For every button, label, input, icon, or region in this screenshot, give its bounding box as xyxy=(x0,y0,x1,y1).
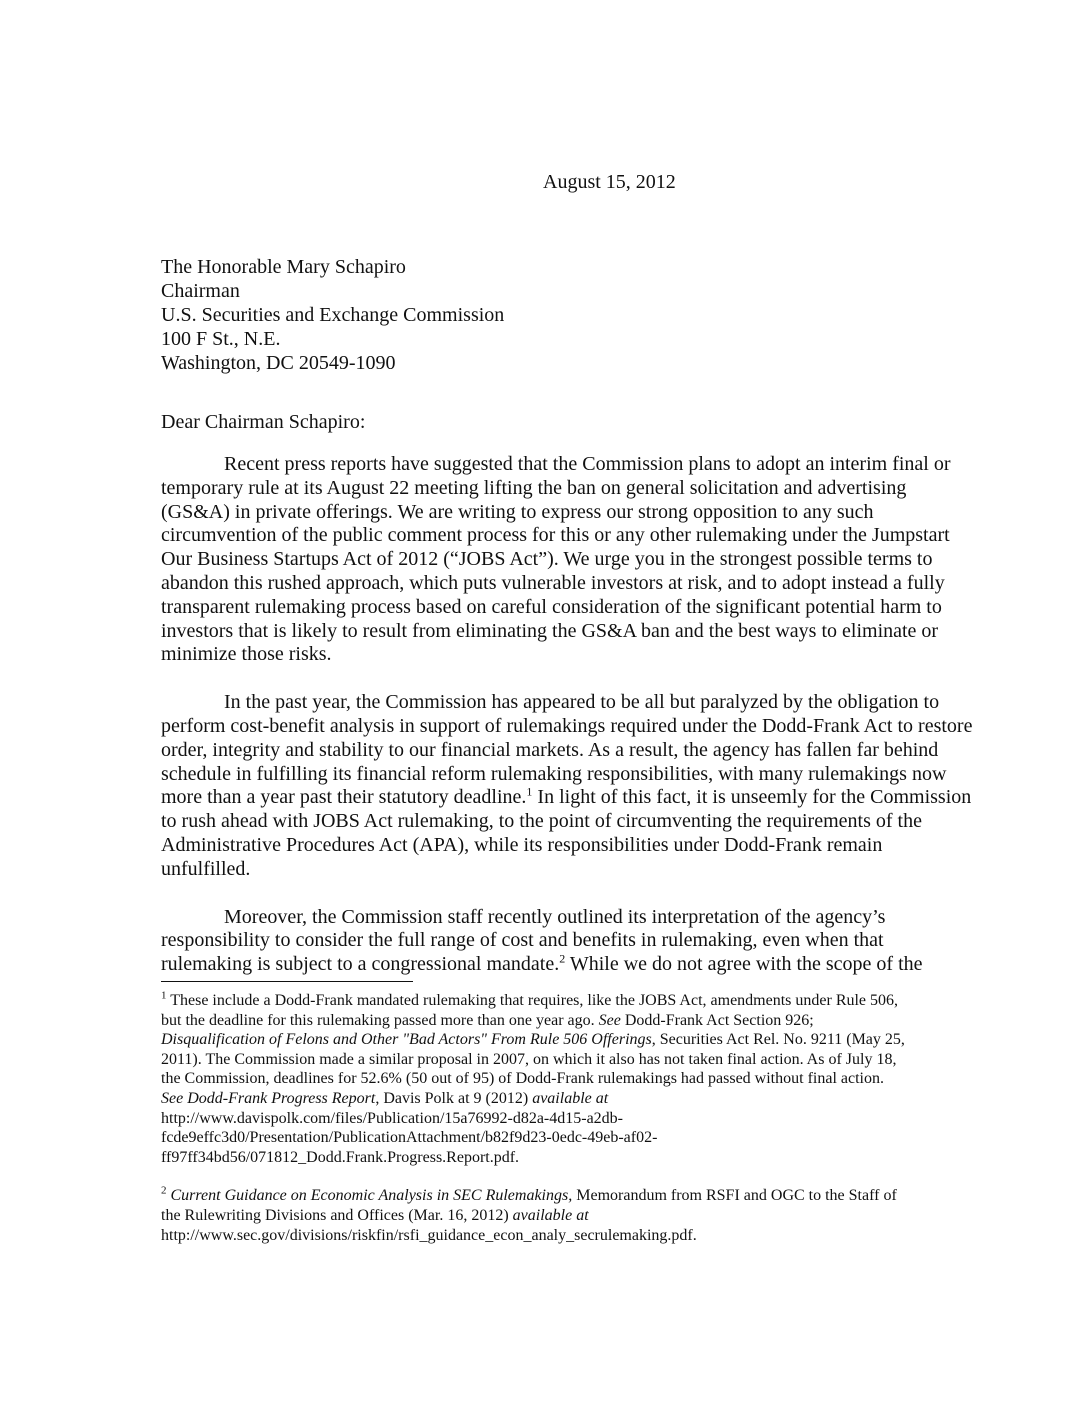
paragraph-3 xyxy=(161,906,1009,977)
footnote-text: Dodd-Frank Act Section 926; xyxy=(620,1011,814,1029)
footnote-url-line: fcde9effc3d0/Presentation/PublicationAttachment/b82f9d23-0edc-49eb-af02- xyxy=(161,1129,658,1147)
footnote-signal: See xyxy=(598,1011,621,1029)
paragraph-line: investors that is likely to result from eliminating the GS&A ban and the best ways to eliminate or xyxy=(161,619,939,642)
footnote-text: the Rulewriting Divisions and Offices (Mar. 16, 2012) xyxy=(161,1206,513,1224)
paragraph-line: temporary rule at its August 22 meeting lifting the ban on general solicitation and advertising xyxy=(161,476,907,499)
recipient-city: Washington, DC 20549-1090 xyxy=(161,352,396,374)
footnote-divider xyxy=(161,981,413,982)
paragraph-line: Administrative Procedures Act (APA), while its responsibilities under Dodd-Frank remain xyxy=(161,833,883,856)
footnote-citation-title: Disqualification of Felons and Other "Bad Actors" From Rule 506 Offerings xyxy=(161,1031,652,1049)
footnote-1 xyxy=(161,991,1021,1167)
paragraph-line: Moreover, the Commission staff recently outlined its interpretation of the agency’s xyxy=(224,905,886,928)
footnote-line xyxy=(161,1206,1021,1226)
footnote-reference-2: 2 xyxy=(559,951,566,966)
footnote-number: 2 xyxy=(161,1185,167,1198)
footnote-url-line: ff97ff34bd56/071812_Dodd.Frank.Progress.Report.pdf. xyxy=(161,1148,520,1166)
paragraph-text: While we do not agree with the scope of the xyxy=(565,953,923,976)
paragraph-line: Recent press reports have suggested that the Commission plans to adopt an interim final or xyxy=(224,453,951,475)
recipient-street: 100 F St., N.E. xyxy=(161,328,281,350)
footnote-citation-title: See Dodd-Frank Progress Report xyxy=(161,1089,376,1107)
footnote-signal: available at xyxy=(532,1089,609,1107)
footnote-line: 2011). The Commission made a similar proposal in 2007, on which it also has not taken final action. As of July 18, xyxy=(161,1050,897,1068)
paragraph-line: In the past year, the Commission has appeared to be all but paralyzed by the obligation to xyxy=(224,691,940,714)
paragraph-line: order, integrity and stability to our financial markets. As a result, the agency has fallen far behind xyxy=(161,738,939,761)
salutation: Dear Chairman Schapiro: xyxy=(161,411,366,433)
paragraph-line: Our Business Startups Act of 2012 (“JOBS Act”). We urge you in the strongest possible terms to xyxy=(161,548,933,571)
footnotes xyxy=(161,991,1021,1264)
paragraph-line: schedule in fulfilling its financial reform rulemaking responsibilities, with many rulemakings now xyxy=(161,762,947,785)
recipient-address xyxy=(161,255,504,375)
paragraph-line: transparent rulemaking process based on careful consideration of the significant potential harm to xyxy=(161,595,942,618)
paragraph-2 xyxy=(161,691,1009,881)
paragraph-line: abandon this rushed approach, which puts vulnerable investors at risk, and to adopt instead a fully xyxy=(161,571,945,594)
paragraph-line: responsibility to consider the full range of cost and benefits in rulemaking, even when that xyxy=(161,929,884,952)
footnote-number: 1 xyxy=(161,989,167,1002)
paragraph-line: perform cost-benefit analysis in support of rulemakings required under the Dodd-Frank Act to restore xyxy=(161,714,973,737)
footnote-url-line: http://www.sec.gov/divisions/riskfin/rsfi_guidance_econ_analy_secrulemaking.pdf. xyxy=(161,1226,697,1244)
footnote-line xyxy=(161,1030,1021,1050)
footnote-signal: available at xyxy=(512,1206,589,1224)
paragraph-line: circumvention of the public comment process for this or any other rulemaking under the Jumpstart xyxy=(161,524,950,547)
footnote-line xyxy=(161,1011,1021,1031)
footnote-line xyxy=(161,1089,1021,1109)
recipient-name: The Honorable Mary Schapiro xyxy=(161,256,406,278)
footnote-text: These include a Dodd-Frank mandated rulemaking that requires, like the JOBS Act, amendments under Rule 506, xyxy=(166,992,899,1009)
footnote-reference-1: 1 xyxy=(526,784,533,799)
letter-date: August 15, 2012 xyxy=(543,171,676,193)
paragraph-line: to rush ahead with JOBS Act rulemaking, to the point of circumventing the requirements of the xyxy=(161,810,922,833)
recipient-title: Chairman xyxy=(161,280,240,302)
footnote-text: but the deadline for this rulemaking passed more than one year ago. xyxy=(161,1011,599,1029)
recipient-organization: U.S. Securities and Exchange Commission xyxy=(161,304,505,326)
footnote-line xyxy=(161,1186,1021,1206)
footnote-2 xyxy=(161,1186,1021,1245)
paragraph-line xyxy=(161,953,1009,977)
footnote-url-line: http://www.davispolk.com/files/Publication/15a76992-d82a-4d15-a2db- xyxy=(161,1109,623,1127)
paragraph-text: more than a year past their statutory deadline. xyxy=(161,786,527,809)
paragraph-line: minimize those risks. xyxy=(161,643,332,666)
footnote-line: the Commission, deadlines for 52.6% (50 out of 95) of Dodd-Frank rulemakings had passed without final action. xyxy=(161,1070,884,1088)
paragraph-line: (GS&A) in private offerings. We are writing to express our strong opposition to any such xyxy=(161,500,874,523)
footnote-text: Memorandum from RSFI and OGC to the Staff of xyxy=(572,1187,897,1205)
footnote-text: , Davis Polk at 9 (2012) xyxy=(375,1089,533,1107)
paragraph-line xyxy=(161,786,1009,810)
footnote-text: , Securities Act Rel. No. 9211 (May 25, xyxy=(651,1031,905,1049)
paragraph-line: unfulfilled. xyxy=(161,857,251,880)
footnote-line xyxy=(161,991,1021,1011)
paragraph-1 xyxy=(161,453,1009,667)
paragraph-text: In light of this fact, it is unseemly for the Commission xyxy=(532,786,972,809)
footnote-citation-title: Current Guidance on Economic Analysis in SEC Rulemakings, xyxy=(170,1187,573,1205)
letter-body xyxy=(161,453,1009,1001)
paragraph-text: rulemaking is subject to a congressional mandate. xyxy=(161,953,560,976)
